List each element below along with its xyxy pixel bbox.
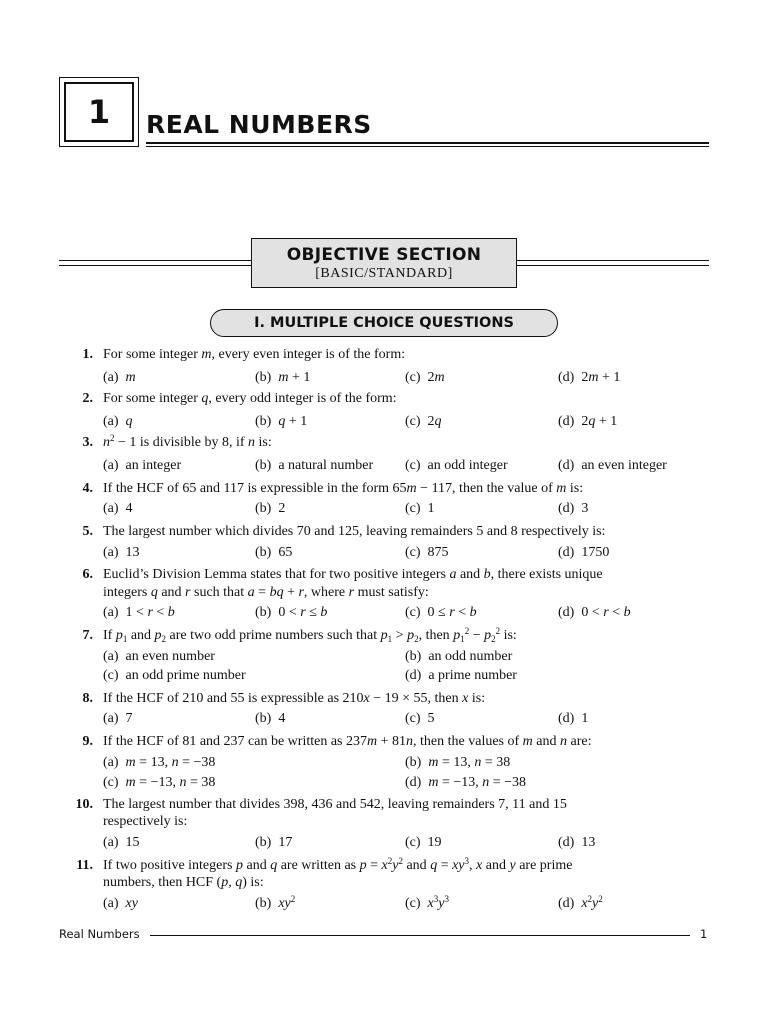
answer-option: (a) 13 xyxy=(103,545,140,560)
question-number: 9. xyxy=(82,734,93,749)
question-number: 10. xyxy=(75,797,93,812)
answer-option: (c) $x^3y^3$ xyxy=(405,894,449,911)
chapter-number: 1 xyxy=(64,82,134,142)
answer-option: (a) an integer xyxy=(103,458,182,473)
title-rule xyxy=(146,142,709,144)
answer-option: (c) 0 ≤ r < b xyxy=(405,605,477,620)
question-text: The largest number which divides 70 and 125, leaving remainders 5 and 8 respectively is: xyxy=(103,524,606,539)
subsection-title: I. MULTIPLE CHOICE QUESTIONS xyxy=(210,309,558,337)
answer-option: (b) $xy^2$ xyxy=(255,894,296,911)
question-number: 6. xyxy=(82,567,93,582)
question-text-continued: respectively is: xyxy=(103,814,188,829)
question-number: 11. xyxy=(76,858,93,873)
question-text-continued: numbers, then HCF (p, q) is: xyxy=(103,875,264,890)
answer-option: (d) 2m + 1 xyxy=(558,370,621,385)
answer-option: (b) 4 xyxy=(255,711,286,726)
answer-option: (c) m = −13, n = 38 xyxy=(103,775,216,790)
answer-option: (b) 2 xyxy=(255,501,286,516)
section-subtitle: [BASIC/STANDARD] xyxy=(315,266,453,281)
answer-option: (b) 17 xyxy=(255,835,293,850)
section-header xyxy=(251,238,517,288)
answer-option: (b) a natural number xyxy=(255,458,374,473)
question-number: 4. xyxy=(82,481,93,496)
answer-option: (d) $x^2y^2$ xyxy=(558,894,603,911)
question-text: If $p_1$ and $p_2$ are two odd prime numbers such that $p_1 > p_2$, then $p_1^2 - p_2^2$ is: xyxy=(103,626,517,644)
answer-option: (a) xy xyxy=(103,896,138,911)
answer-option: (a) m xyxy=(103,370,136,385)
chapter-number-box xyxy=(59,77,139,147)
answer-option: (d) 1 xyxy=(558,711,589,726)
answer-option: (d) 13 xyxy=(558,835,596,850)
question-text: If two positive integers p and q are written as $p = x^2y^2$ and $q = xy^3$, x and y are prime xyxy=(103,856,573,873)
answer-option: (b) 0 < r ≤ b xyxy=(255,605,328,620)
answer-option: (c) 2m xyxy=(405,370,445,385)
answer-option: (d) 0 < r < b xyxy=(558,605,631,620)
answer-option: (d) an even integer xyxy=(558,458,667,473)
chapter-title: REAL NUMBERS xyxy=(146,110,372,139)
question-text: If the HCF of 210 and 55 is expressible as 210x − 19 × 55, then x is: xyxy=(103,691,486,706)
answer-option: (d) 3 xyxy=(558,501,589,516)
answer-option: (c) 5 xyxy=(405,711,435,726)
answer-option: (d) a prime number xyxy=(405,668,517,683)
answer-option: (a) 7 xyxy=(103,711,133,726)
answer-option: (c) an odd integer xyxy=(405,458,508,473)
answer-option: (c) an odd prime number xyxy=(103,668,246,683)
page-number: 1 xyxy=(700,927,708,941)
answer-option: (a) m = 13, n = −38 xyxy=(103,755,216,770)
question-number: 8. xyxy=(82,691,93,706)
answer-option: (c) 1 xyxy=(405,501,435,516)
answer-option: (c) 2q xyxy=(405,414,442,429)
answer-option: (b) q + 1 xyxy=(255,414,308,429)
question-number: 2. xyxy=(82,391,93,406)
section-rule-right xyxy=(517,260,709,261)
answer-option: (d) 1750 xyxy=(558,545,610,560)
answer-option: (a) 4 xyxy=(103,501,133,516)
answer-option: (c) 875 xyxy=(405,545,449,560)
footer-rule xyxy=(150,935,690,936)
answer-option: (b) an odd number xyxy=(405,649,513,664)
question-text: If the HCF of 81 and 237 can be written as 237m + 81n, then the values of m and n are: xyxy=(103,734,592,749)
footer-title: Real Numbers xyxy=(59,927,140,941)
section-rule-right xyxy=(517,265,709,266)
title-rule-thin xyxy=(146,146,709,147)
section-rule-left xyxy=(59,265,251,266)
answer-option: (a) an even number xyxy=(103,649,215,664)
answer-option: (a) 15 xyxy=(103,835,140,850)
question-text: For some integer m, every even integer is of the form: xyxy=(103,347,406,362)
question-text: The largest number that divides 398, 436 and 542, leaving remainders 7, 11 and 15 xyxy=(103,797,567,812)
question-text: For some integer q, every odd integer is of the form: xyxy=(103,391,397,406)
question-number: 7. xyxy=(82,628,93,643)
answer-option: (b) m + 1 xyxy=(255,370,311,385)
question-text-continued: integers q and r such that a = bq + r, where r must satisfy: xyxy=(103,585,429,600)
section-rule-left xyxy=(59,260,251,261)
answer-option: (d) m = −13, n = −38 xyxy=(405,775,527,790)
section-title: OBJECTIVE SECTION xyxy=(286,245,482,265)
question-number: 3. xyxy=(82,435,93,450)
answer-option: (b) m = 13, n = 38 xyxy=(405,755,511,770)
answer-option: (a) q xyxy=(103,414,133,429)
answer-option: (c) 19 xyxy=(405,835,442,850)
answer-option: (d) 2q + 1 xyxy=(558,414,618,429)
question-number: 5. xyxy=(82,524,93,539)
answer-option: (b) 65 xyxy=(255,545,293,560)
answer-option: (a) 1 < r < b xyxy=(103,605,175,620)
question-number: 1. xyxy=(82,347,93,362)
question-text: Euclid’s Division Lemma states that for two positive integers a and b, there exists unique xyxy=(103,567,603,582)
question-text: $n^2 - 1$ is divisible by 8, if n is: xyxy=(103,433,272,450)
question-text: If the HCF of 65 and 117 is expressible in the form 65m − 117, then the value of m is: xyxy=(103,481,584,496)
